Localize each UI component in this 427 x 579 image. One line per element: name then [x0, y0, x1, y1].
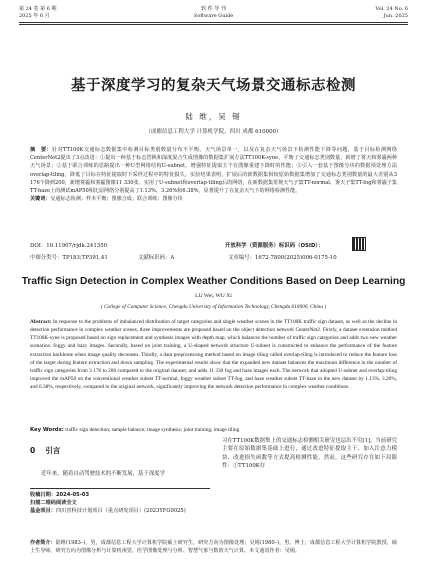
document-code: 文献标识码：A	[138, 255, 175, 261]
header-journal-en: Software Guide	[193, 12, 234, 19]
fund-label: 基金项目：	[30, 508, 56, 515]
bio-text: 陆维(1983–)，男，成都信息工程大学计算机学院硕士研究生，研究方向为图像处理；吴锡(1980–)，男，博士，成都信息工程大学计算机学院教授、硕士生导师，研究方向为图像分析与计算机视觉、医学图像处理与分析、智慧气象与数值天气计算。本文通讯作者：吴锡。	[30, 540, 397, 555]
clc-number: 中图分类号：TP183;TP391.41	[30, 255, 108, 261]
doi[interactable]: DOI：10.11907/rjdk.241350	[30, 243, 108, 249]
footnote-divider	[30, 488, 210, 489]
authors-en: LU Wei, WU Xi	[195, 293, 232, 299]
header-left-line2: 2025 年 6 月	[19, 12, 50, 19]
abstract-cn-label: 摘 要：	[30, 147, 53, 153]
fund-text: 四川省科技计划项目（重点研发项目）(2023YFG0025)	[55, 508, 186, 515]
section-number: 0	[30, 446, 36, 455]
section-title: 引言	[45, 446, 61, 455]
paper-title-cn: 基于深度学习的复杂天气场景交通标志检测	[71, 78, 356, 94]
header-right-line1: Vol. 24 No. 6	[375, 6, 408, 12]
abstract-en-label: Abstract:	[30, 319, 52, 325]
keywords-en-label: Key Words:	[30, 427, 64, 433]
abstract-en	[30, 318, 397, 391]
header-divider	[19, 22, 408, 23]
keywords-en	[30, 426, 397, 434]
intro-paragraph-left: 近年来，随着自动驾驶技术的不断发展，基于深度学	[41, 471, 165, 477]
abstract-cn	[30, 146, 397, 203]
abstract-en-text: In response to the problems of imbalanced distribution of target categories and single weather scenes in the TT100K traffic sign dataset, as well as the decline in detection performance in complex weather scenes, three improvements are proposed based on the object detection network CenterNet2. Firstly, a dataset extension method TT100K-syne is proposed based on sign replacement and synthesis images with depth map, which balances the number of traffic sign categories and adds two new weather scenarios: foggy and hazy images. Secondly, based on joint training, a U-shaped network structure U-subnet is constructed to enhance the performance of the feature extraction backbone when image quality decreases. Thirdly, a data preprocessing method based on image tiling called overlap-tiling is introduced to reduce the feature loss of the target during feature extraction and down sampling. The experimental results show that the expanded new dataset balances the maximum difference in the number of traffic sign categories from 3 176 to 200 compared to the original dataset, and adds 11 330 fog and haze images each. The network that adopted U-subnet and overlap-tiling improved the mAP50 on the conventional weather subset TT-normal, foggy weather subset TT-fog, and haze weather subset TT-haze in the new dataset by 1.13%, 3.26%, and 6.38%, respectively, compared to the original network, significantly improving the network detection performance in complex weather conditions.	[30, 319, 397, 391]
qr-code-icon[interactable]	[352, 237, 366, 251]
keywords-cn-text: 交通标志检测；样本平衡；图像合成；联合训练；图像分块	[50, 196, 183, 203]
section-heading-intro	[30, 445, 60, 456]
header-divider-thin	[19, 24, 408, 25]
keywords-cn-label: 关键词：	[30, 196, 51, 203]
authors-cn: 陆 维，吴 锡	[185, 112, 242, 121]
affiliation-cn: （成都信息工程大学 计算机学院，四川 成都 610000）	[145, 129, 282, 135]
osid-label: 开放科学（资源服务）标识码（OSID）：	[225, 243, 324, 249]
abstract-cn-text: 针对TT100K交通标志数据集中检测目标类别数量分布不平衡、天气场景单一，以及在复杂天气场景下检测性能下降等问题，基于目标检测网络CenterNet2提出了3点改进：①提出一种基于标志替换和深度混合生成图像的数据集扩展方法TT100K-syne，平衡了交通标志类别数量，新增了雾天和雾霾两种天气场景；②基于联合训练的思路提出一种U型网络结构U-subnet，增强特征提取主干在图像重建下降时的性能；③引入一套基于图像分块的数据预处理方法overlap-tiling，降低了目标在特征提取时下采样过程中的特征损失。实验结果表明，扩展后的新数据集相较原始数据集增加了交通标志类别数量的最大差别从3 176个降到200，新增雾霾和雾霾图像11 330张。实用了U-subnet和overlap-tiling后的网络，在新数据集常规天气子集TT-normal、雾天子集TT-fog和雾霾子集TT-haze上的测试mAP50相比原网络分别提高了1.13%、3.26%和6.38%，显著提升了在复杂天气下的网络检测性能。	[30, 147, 397, 195]
intro-paragraph-right: 习在TT100K数据集上的交通标志检测相关研究也层出不穷[1]。当前研究主要在原始数据集基础上进行，通过改进特征提取主干、加入注意力模块、改进损失函数等方式提高检测性能。然而，这些研究存在如下局限性：①TT100K存	[222, 438, 397, 470]
header-journal-cn: 软 件 导 刊	[201, 6, 226, 12]
author-bio	[30, 539, 397, 555]
header-volume-en	[375, 6, 408, 19]
paper-title-en: Traffic Sign Detection in Complex Weather Conditions Based on Deep Learning	[21, 276, 406, 287]
received-date: 收稿日期：2024-05-03	[30, 492, 90, 498]
qr-read-fulltext[interactable]: 扫描二维码阅读全文	[30, 500, 77, 507]
bio-label: 作者简介：	[30, 540, 56, 546]
running-header	[19, 6, 408, 22]
header-left-line1: 第 24 卷 第 6 期	[19, 6, 57, 12]
article-number: 文章编号：1672-7800(2025)006-0175-10	[228, 255, 337, 261]
footnote	[30, 491, 397, 515]
header-journal	[19, 6, 408, 19]
header-right-line2: Jun. 2025	[383, 12, 408, 19]
affiliation-en: ( College of Computer Science, Chengdu University of Information Technology, Chengdu 610000, China )	[100, 304, 327, 310]
keywords-en-text: traffic sign detection; sample balance; image synthesis; joint training; image tiling	[65, 427, 240, 433]
